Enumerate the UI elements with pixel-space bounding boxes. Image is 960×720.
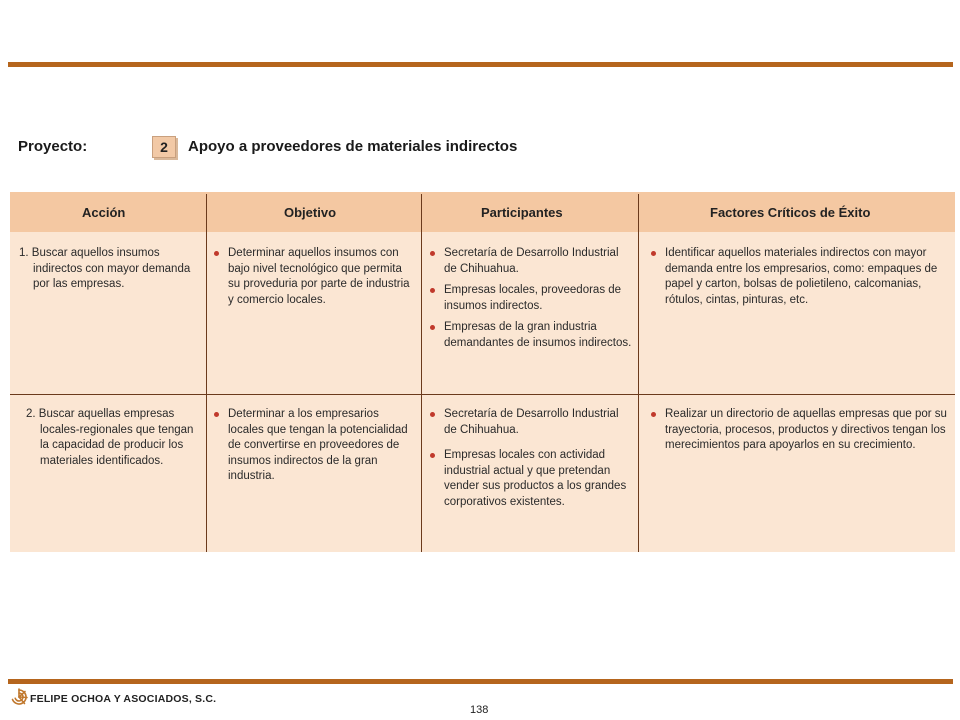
bullet-icon: [430, 251, 435, 256]
list-item: Determinar a los empresarios locales que tengan la potencialidad de convertirse en proveedores de insumos indirectos de la gran industria.: [210, 407, 415, 485]
accion-text: 1. Buscar aquellos insumos indirectos con mayor demanda por las empresas.: [19, 247, 191, 290]
list-item: Empresas locales, proveedoras de insumos indirectos.: [426, 283, 634, 314]
list-item: Determinar aquellos insumos con bajo nivel tecnológico que permita su proveduria por parte de industria y comercio locales.: [210, 246, 415, 308]
accion-text: 2. Buscar aquellas empresas locales-regionales que tengan la capacidad de producir los materiales identificados.: [26, 408, 194, 467]
project-label: Proyecto:: [18, 138, 88, 155]
sunburst-logo-icon: [10, 688, 28, 706]
project-number-badge: 2: [152, 136, 176, 158]
bullet-icon: [651, 251, 656, 256]
column-divider: [638, 194, 639, 552]
column-divider: [421, 194, 422, 552]
row2-objetivo: [210, 407, 415, 491]
row2-participantes: [426, 407, 634, 516]
project-title: Apoyo a proveedores de materiales indirectos: [188, 138, 518, 155]
bullet-icon: [214, 251, 219, 256]
bullet-icon: [430, 453, 435, 458]
list-item: Secretaría de Desarrollo Industrial de Chihuahua.: [426, 407, 634, 438]
column-divider: [206, 194, 207, 552]
list-item: Realizar un directorio de aquellas empresas que por su trayectoria, procesos, productos y directivos tengan los merecimientos para apoyarlos en su crecimiento.: [647, 407, 949, 454]
header-objetivo: Objetivo: [284, 205, 337, 220]
row1-accion: [19, 246, 199, 293]
row1-objetivo: [210, 246, 415, 314]
row1-participantes: [426, 246, 634, 357]
bullet-icon: [430, 288, 435, 293]
table-header: [10, 192, 955, 232]
bullet-icon: [214, 412, 219, 417]
header-accion: Acción: [82, 205, 126, 220]
row2-factores: [647, 407, 949, 460]
firm-name: FELIPE OCHOA Y ASOCIADOS, S.C.: [30, 693, 217, 705]
row-divider: [10, 394, 955, 395]
list-item: Empresas locales con actividad industrial actual y que pretendan vender sus productos a los grandes corporativos existentes.: [426, 448, 634, 510]
list-item: Empresas de la gran industria demandantes de insumos indirectos.: [426, 320, 634, 351]
bullet-icon: [651, 412, 656, 417]
bullet-icon: [430, 412, 435, 417]
header-participantes: Participantes: [481, 205, 563, 220]
action-table: [10, 192, 955, 552]
bullet-icon: [430, 325, 435, 330]
list-item: Identificar aquellos materiales indirectos con mayor demanda entre los empresarios, como: empaques de papel y carton, bolsas de polietileno, calcomanias, rótulos, cintas, pinturas, etc.: [647, 246, 949, 308]
top-rule: [8, 62, 953, 67]
header-factores: Factores Críticos de Éxito: [710, 205, 871, 220]
row1-factores: [647, 246, 949, 314]
page-number: 138: [470, 704, 489, 716]
list-item: Secretaría de Desarrollo Industrial de Chihuahua.: [426, 246, 634, 277]
row2-accion: [26, 407, 200, 469]
bottom-rule: [8, 679, 953, 684]
